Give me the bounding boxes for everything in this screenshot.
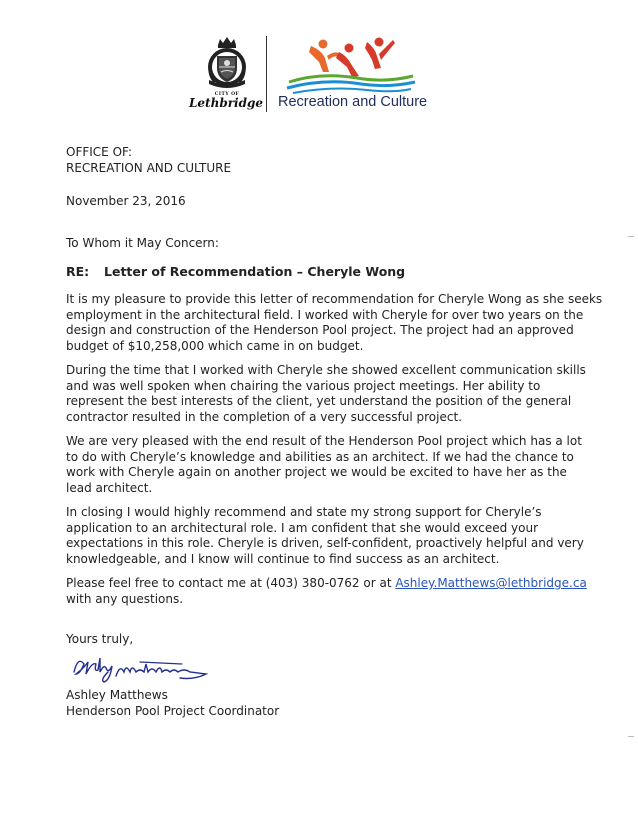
recreation-culture-logo xyxy=(281,36,421,96)
scan-margin-mark xyxy=(628,736,634,737)
body-paragraph-2 xyxy=(66,363,586,425)
paragraph-line: employment in the architectural field. I worked with Cheryle for over two years on the xyxy=(66,307,584,322)
email-link[interactable]: Ashley.Matthews@lethbridge.ca xyxy=(395,576,587,590)
letter-date: November 23, 2016 xyxy=(66,194,186,208)
contact-line-2: with any questions. xyxy=(66,591,184,606)
signer-name: Ashley Matthews xyxy=(66,688,168,702)
paragraph-line: application to an architectural role. I am confident that she would exceed your xyxy=(66,520,539,535)
paragraph-line: lead architect. xyxy=(66,480,153,495)
body-paragraph-1 xyxy=(66,292,603,354)
paragraph-line: expectations in this role. Cheryle is driven, self-confident, proactively helpful and very xyxy=(66,536,584,550)
re-subject: Letter of Recommendation – Cheryle Wong xyxy=(104,264,406,279)
paragraph-line: design and construction of the Henderson Pool project. The project had an approved xyxy=(66,323,574,337)
paragraph-line: to do with Cheryle’s knowledge and abilities as an architect. If we had the chance to xyxy=(66,449,574,464)
paragraph-line: work with Cheryle again on another project we would be excited to have her as the xyxy=(66,465,567,479)
signer-title: Henderson Pool Project Coordinator xyxy=(66,703,280,718)
scan-margin-mark xyxy=(628,236,634,237)
department-name: Recreation and Culture xyxy=(278,94,428,110)
city-of-label: CITY OF xyxy=(214,92,240,97)
paragraph-line: budget of $10,258,000 which came in on budget. xyxy=(66,338,364,353)
paragraph-line: and was well spoken when chairing the various project meetings. Her ability to xyxy=(66,378,541,393)
re-label: RE: xyxy=(66,264,90,279)
salutation: To Whom it May Concern: xyxy=(66,236,219,250)
paragraph-line: During the time that I worked with Cheryle she showed excellent communication skills xyxy=(66,363,586,377)
contact-line-1 xyxy=(66,576,587,592)
body-paragraph-3 xyxy=(66,434,582,496)
city-crest-logo xyxy=(201,36,253,92)
office-label: OFFICE OF: xyxy=(66,145,133,159)
signer-block xyxy=(66,688,566,719)
office-block xyxy=(66,145,566,176)
city-name-wordmark: Lethbridge xyxy=(188,96,264,110)
paragraph-line: In closing I would highly recommend and state my strong support for Cheryle’s xyxy=(66,505,542,519)
paragraph-line: represent the best interests of the client, yet understand the position of the general xyxy=(66,394,572,408)
paragraph-line: contractor resulted in the completion of a very successful project. xyxy=(66,409,462,424)
paragraph-line: It is my pleasure to provide this letter of recommendation for Cheryle Wong as she seeks xyxy=(66,292,603,306)
paragraph-line: We are very pleased with the end result of the Henderson Pool project which has a lot xyxy=(66,434,582,448)
letterhead xyxy=(185,36,445,116)
office-department: RECREATION AND CULTURE xyxy=(66,160,232,175)
contact-paragraph xyxy=(66,576,587,607)
letterhead-divider xyxy=(266,36,267,112)
body-paragraph-4 xyxy=(66,505,584,567)
closing: Yours truly, xyxy=(66,632,134,646)
re-line xyxy=(66,264,566,280)
handwritten-signature xyxy=(70,650,220,684)
paragraph-line: knowledgeable, and I know will continue to find success as an architect. xyxy=(66,551,500,566)
contact-text: Please feel free to contact me at (403) 380-0762 or at xyxy=(66,576,396,590)
